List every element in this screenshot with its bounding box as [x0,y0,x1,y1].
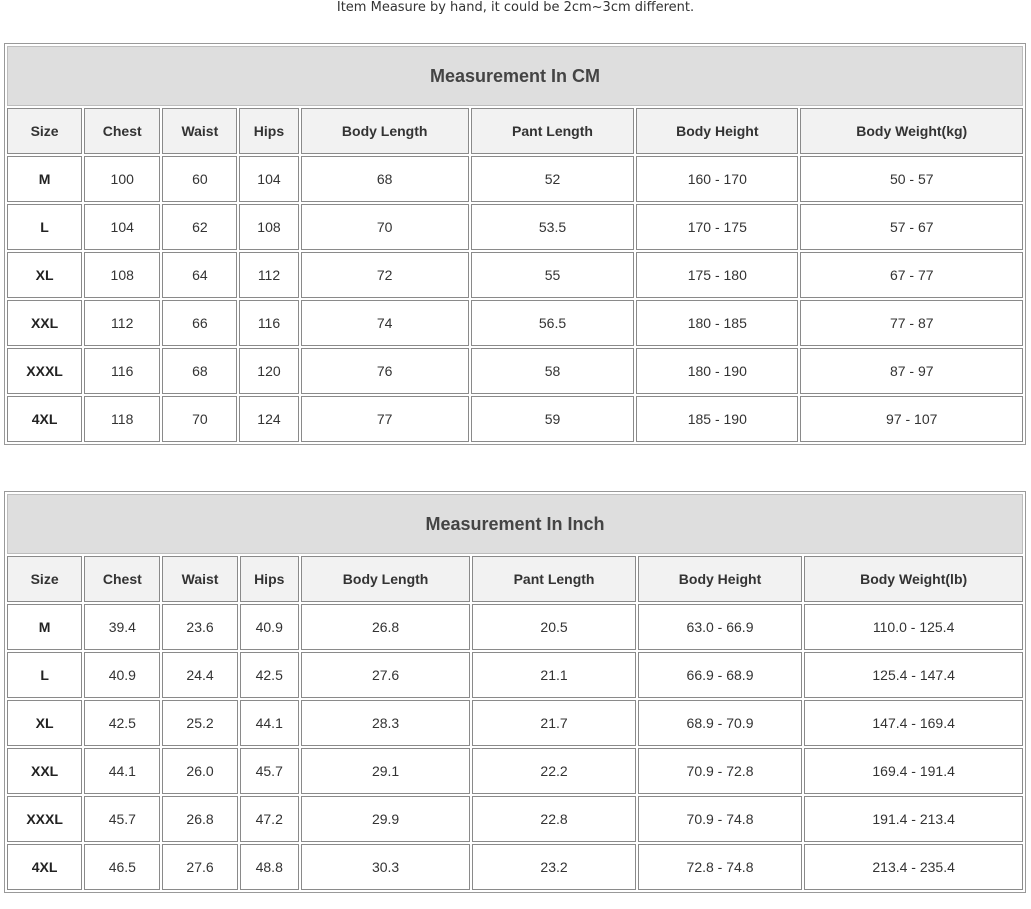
table-cell: 67 - 77 [800,252,1023,298]
column-header: Pant Length [471,108,634,154]
table-cell: 28.3 [301,700,470,746]
table-cell: 23.6 [162,604,237,650]
table-cell: 26.8 [162,796,237,842]
size-cell: M [7,156,82,202]
table-cell: 70 [162,396,237,442]
size-cell: XL [7,252,82,298]
table-cell: 72 [301,252,469,298]
table-cell: 116 [84,348,160,394]
column-header: Waist [162,108,237,154]
measurement-note: Item Measure by hand, it could be 2cm~3cm different. [336,0,695,15]
table-cell: 116 [239,300,298,346]
table-row [7,844,1023,890]
table-cell: 24.4 [162,652,237,698]
inch-header-row [7,556,1023,602]
table-cell: 45.7 [240,748,299,794]
column-header: Body Weight(kg) [800,108,1023,154]
table-cell: 160 - 170 [636,156,798,202]
table-row [7,348,1023,394]
table-cell: 60 [162,156,237,202]
table-cell: 27.6 [162,844,237,890]
column-header: Chest [84,108,160,154]
table-cell: 185 - 190 [636,396,798,442]
size-cell: L [7,652,82,698]
table-cell: 180 - 190 [636,348,798,394]
table-cell: 52 [471,156,634,202]
table-cell: 42.5 [84,700,160,746]
size-cell: XXL [7,300,82,346]
column-header: Size [7,108,82,154]
table-row [7,748,1023,794]
size-cell: XXL [7,748,82,794]
table-cell: 50 - 57 [800,156,1023,202]
column-header: Waist [162,556,237,602]
table-cell: 44.1 [240,700,299,746]
table-cell: 170 - 175 [636,204,798,250]
inch-size-table [4,491,1026,893]
table-cell: 62 [162,204,237,250]
table-cell: 147.4 - 169.4 [804,700,1023,746]
column-header: Body Height [636,108,798,154]
table-row [7,204,1023,250]
table-row [7,156,1023,202]
column-header: Pant Length [472,556,635,602]
table-cell: 21.1 [472,652,635,698]
table-cell: 77 - 87 [800,300,1023,346]
column-header: Size [7,556,82,602]
table-cell: 169.4 - 191.4 [804,748,1023,794]
table-cell: 104 [239,156,298,202]
column-header: Body Length [301,108,469,154]
table-row [7,604,1023,650]
cm-header-row [7,108,1023,154]
table-cell: 27.6 [301,652,470,698]
table-cell: 30.3 [301,844,470,890]
table-cell: 46.5 [84,844,160,890]
table-cell: 40.9 [84,652,160,698]
table-cell: 68 [162,348,237,394]
table-cell: 104 [84,204,160,250]
table-cell: 180 - 185 [636,300,798,346]
table-row [7,652,1023,698]
table-cell: 29.1 [301,748,470,794]
table-cell: 58 [471,348,634,394]
table-cell: 213.4 - 235.4 [804,844,1023,890]
cm-table-title: Measurement In CM [7,46,1023,106]
table-cell: 70.9 - 72.8 [638,748,802,794]
inch-table-title: Measurement In Inch [7,494,1023,554]
column-header: Hips [240,556,299,602]
column-header: Body Length [301,556,470,602]
table-cell: 64 [162,252,237,298]
table-cell: 66 [162,300,237,346]
table-row [7,396,1023,442]
table-cell: 74 [301,300,469,346]
table-cell: 108 [239,204,298,250]
table-cell: 57 - 67 [800,204,1023,250]
size-cell: XXXL [7,348,82,394]
table-cell: 97 - 107 [800,396,1023,442]
column-header: Hips [239,108,298,154]
table-row [7,796,1023,842]
table-row [7,700,1023,746]
size-cell: L [7,204,82,250]
table-cell: 48.8 [240,844,299,890]
size-cell: XL [7,700,82,746]
table-cell: 53.5 [471,204,634,250]
table-cell: 112 [84,300,160,346]
table-row [7,300,1023,346]
table-cell: 120 [239,348,298,394]
table-cell: 21.7 [472,700,635,746]
table-cell: 45.7 [84,796,160,842]
size-cell: XXXL [7,796,82,842]
size-cell: 4XL [7,396,82,442]
table-cell: 100 [84,156,160,202]
table-cell: 72.8 - 74.8 [638,844,802,890]
table-cell: 25.2 [162,700,237,746]
column-header: Body Height [638,556,802,602]
table-cell: 47.2 [240,796,299,842]
table-cell: 22.8 [472,796,635,842]
table-cell: 77 [301,396,469,442]
table-cell: 63.0 - 66.9 [638,604,802,650]
table-cell: 59 [471,396,634,442]
table-cell: 23.2 [472,844,635,890]
table-cell: 55 [471,252,634,298]
table-cell: 191.4 - 213.4 [804,796,1023,842]
table-cell: 175 - 180 [636,252,798,298]
table-cell: 110.0 - 125.4 [804,604,1023,650]
table-cell: 26.0 [162,748,237,794]
table-cell: 70.9 - 74.8 [638,796,802,842]
table-cell: 29.9 [301,796,470,842]
table-cell: 22.2 [472,748,635,794]
table-cell: 70 [301,204,469,250]
table-cell: 26.8 [301,604,470,650]
column-header: Chest [84,556,160,602]
table-cell: 112 [239,252,298,298]
table-cell: 66.9 - 68.9 [638,652,802,698]
table-cell: 76 [301,348,469,394]
table-cell: 40.9 [240,604,299,650]
table-cell: 56.5 [471,300,634,346]
table-cell: 118 [84,396,160,442]
table-cell: 125.4 - 147.4 [804,652,1023,698]
size-cell: M [7,604,82,650]
table-cell: 108 [84,252,160,298]
table-cell: 20.5 [472,604,635,650]
table-row [7,252,1023,298]
size-cell: 4XL [7,844,82,890]
table-cell: 87 - 97 [800,348,1023,394]
cm-size-table [4,43,1026,445]
table-cell: 68 [301,156,469,202]
table-cell: 44.1 [84,748,160,794]
table-cell: 42.5 [240,652,299,698]
table-cell: 39.4 [84,604,160,650]
table-cell: 124 [239,396,298,442]
column-header: Body Weight(lb) [804,556,1023,602]
table-cell: 68.9 - 70.9 [638,700,802,746]
